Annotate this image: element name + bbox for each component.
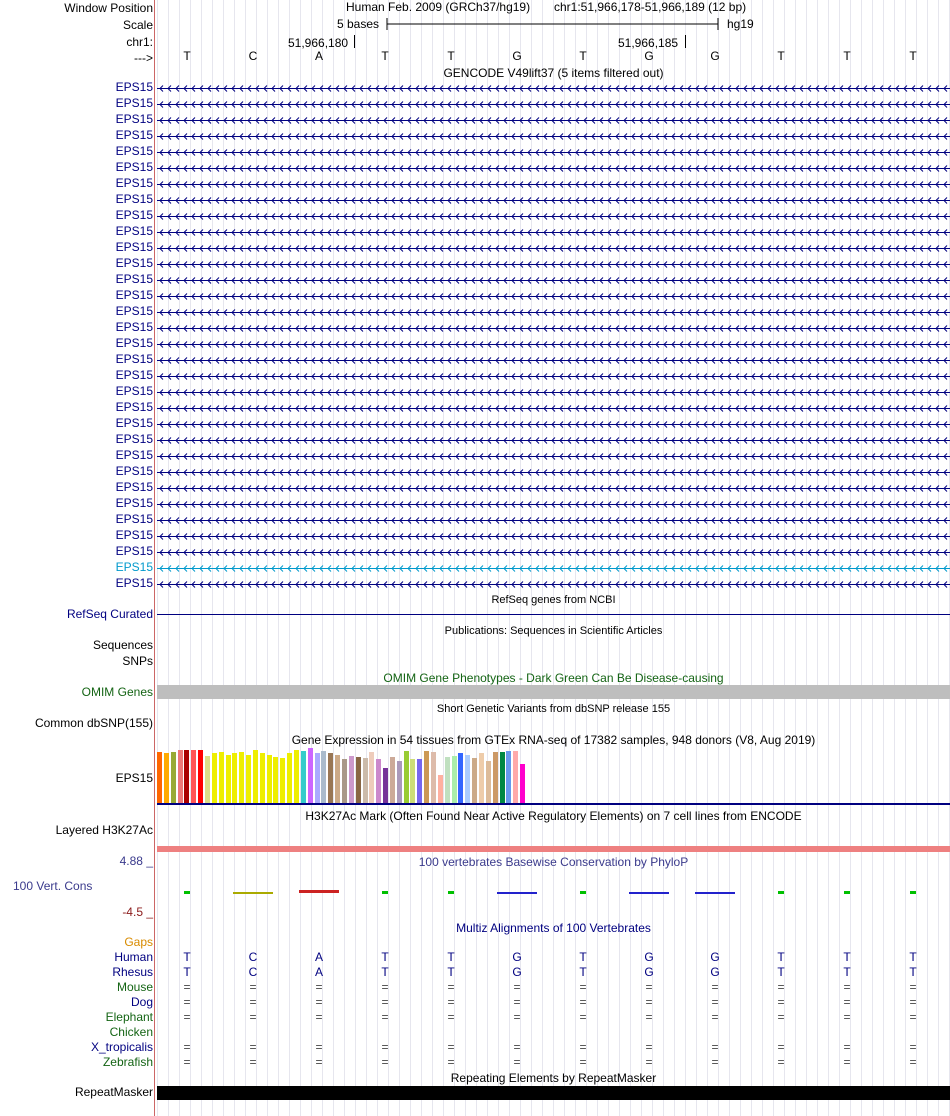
gtex-tissue-bar[interactable]	[260, 753, 265, 803]
gtex-tissue-bar[interactable]	[363, 758, 368, 803]
gtex-tissue-bar[interactable]	[246, 755, 251, 803]
gencode-gene-label[interactable]: EPS15	[115, 448, 153, 462]
multiz-base: C	[248, 965, 258, 979]
gtex-tissue-bar[interactable]	[452, 756, 457, 803]
pos1-label: 51,966,180	[288, 36, 349, 50]
multiz-base: =	[249, 1010, 257, 1024]
gencode-transcript-row[interactable]	[157, 192, 950, 208]
gencode-gene-label[interactable]: EPS15	[115, 112, 153, 126]
publications-title: Publications: Sequences in Scientific Articles	[444, 625, 663, 637]
base-7: G	[644, 49, 654, 63]
multiz-base: =	[645, 980, 653, 994]
base-8: G	[710, 49, 720, 63]
gencode-transcript-row[interactable]	[157, 96, 950, 112]
phylop-score-mark	[629, 892, 669, 894]
multiz-base: =	[909, 1040, 917, 1054]
base-3: T	[381, 49, 389, 63]
gencode-gene-label[interactable]: EPS15	[115, 320, 153, 334]
multiz-base: =	[777, 1040, 785, 1054]
gtex-tissue-bar[interactable]	[397, 761, 402, 803]
multiz-base: =	[645, 1055, 653, 1069]
gtex-tissue-bar[interactable]	[479, 753, 484, 803]
multiz-base: =	[183, 1040, 191, 1054]
multiz-base: =	[579, 980, 587, 994]
gencode-transcript-row[interactable]	[157, 576, 950, 592]
scale-bar	[386, 17, 720, 31]
multiz-base: =	[183, 980, 191, 994]
repeatmasker-title: Repeating Elements by RepeatMasker	[450, 1071, 657, 1085]
gtex-tissue-bar[interactable]	[445, 757, 450, 803]
label-divider	[154, 0, 155, 1116]
gencode-gene-label[interactable]: EPS15	[115, 80, 153, 94]
gencode-gene-label[interactable]: EPS15	[115, 400, 153, 414]
gtex-tissue-bar[interactable]	[390, 757, 395, 803]
gencode-transcript-row[interactable]	[157, 496, 950, 512]
gencode-transcript-row[interactable]	[157, 240, 950, 256]
gtex-tissue-bar[interactable]	[410, 759, 415, 803]
multiz-species-label[interactable]: Zebrafish	[102, 1055, 153, 1069]
phylop-max-label: 4.88 _	[119, 854, 153, 868]
multiz-base: =	[381, 1055, 389, 1069]
multiz-base: =	[711, 1010, 719, 1024]
multiz-base: T	[447, 965, 455, 979]
gtex-tissue-bar[interactable]	[335, 755, 340, 803]
multiz-base: =	[249, 1055, 257, 1069]
phylop-label[interactable]: 100 Vert. Cons	[13, 879, 93, 893]
omim-title: OMIM Gene Phenotypes - Dark Green Can Be Disease-causing	[383, 671, 724, 685]
phylop-score-mark	[448, 891, 454, 894]
gtex-tissue-bar[interactable]	[376, 759, 381, 803]
multiz-base: T	[579, 965, 587, 979]
gtex-tissue-bar[interactable]	[308, 748, 313, 803]
scale-text: 5 bases	[337, 17, 380, 31]
gencode-gene-label[interactable]: EPS15	[115, 160, 153, 174]
gtex-tissue-bar[interactable]	[404, 751, 409, 803]
gencode-gene-label[interactable]: EPS15	[115, 96, 153, 110]
gtex-tissue-bar[interactable]	[232, 753, 237, 803]
base-0: T	[183, 49, 191, 63]
multiz-base: =	[843, 1040, 851, 1054]
gencode-gene-label[interactable]: EPS15	[115, 176, 153, 190]
phylop-score-mark	[233, 892, 273, 894]
gencode-gene-label[interactable]: EPS15	[115, 544, 153, 558]
gencode-transcript-row[interactable]	[157, 256, 950, 272]
gtex-tissue-bar[interactable]	[506, 751, 511, 803]
gencode-transcript-row[interactable]	[157, 176, 950, 192]
gtex-tissue-bar[interactable]	[424, 751, 429, 803]
base-6: T	[579, 49, 587, 63]
multiz-base: T	[381, 965, 389, 979]
phylop-signal[interactable]	[157, 885, 950, 901]
multiz-base: =	[579, 995, 587, 1009]
gencode-gene-label[interactable]: EPS15	[115, 496, 153, 510]
gtex-tissue-bar[interactable]	[198, 750, 203, 803]
gencode-transcript-row[interactable]	[157, 448, 950, 464]
gencode-transcript-row[interactable]	[157, 160, 950, 176]
publications-sequences-label[interactable]: Sequences	[92, 638, 153, 652]
multiz-base: T	[447, 950, 455, 964]
gencode-transcript-row[interactable]	[157, 304, 950, 320]
gtex-tissue-bar[interactable]	[273, 757, 278, 803]
multiz-base: =	[447, 1040, 455, 1054]
base-5: G	[512, 49, 522, 63]
gencode-transcript-row[interactable]	[157, 112, 950, 128]
multiz-base: =	[909, 980, 917, 994]
multiz-base: =	[843, 995, 851, 1009]
refseq-label[interactable]: RefSeq Curated	[66, 607, 153, 621]
multiz-base: =	[777, 1055, 785, 1069]
multiz-base: G	[710, 965, 720, 979]
gencode-gene-label[interactable]: EPS15	[115, 240, 153, 254]
multiz-base: T	[777, 965, 785, 979]
multiz-title: Multiz Alignments of 100 Vertebrates	[456, 921, 651, 935]
gencode-transcript-row[interactable]	[157, 400, 950, 416]
pos1-tick	[354, 35, 355, 48]
gencode-gene-label[interactable]: EPS15	[115, 128, 153, 142]
gtex-tissue-bar[interactable]	[500, 752, 505, 803]
gtex-tissue-bar[interactable]	[191, 750, 196, 803]
multiz-base: A	[314, 965, 323, 979]
multiz-base: =	[447, 995, 455, 1009]
phylop-score-mark	[184, 891, 190, 894]
gencode-gene-label[interactable]: EPS15	[115, 144, 153, 158]
phylop-score-mark	[580, 891, 586, 894]
phylop-score-mark	[497, 892, 537, 894]
multiz-base: =	[645, 995, 653, 1009]
multiz-base: =	[777, 995, 785, 1009]
scale-label: Scale	[122, 18, 153, 32]
multiz-base: =	[645, 1010, 653, 1024]
h3k27ac-signal-bar[interactable]	[157, 846, 950, 852]
multiz-base: =	[315, 980, 323, 994]
gtex-tissue-bar[interactable]	[253, 750, 258, 803]
gtex-tissue-bar[interactable]	[301, 751, 306, 803]
multiz-base: =	[447, 1055, 455, 1069]
multiz-base: G	[644, 965, 654, 979]
gtex-tissue-bar[interactable]	[342, 759, 347, 803]
gencode-gene-label[interactable]: EPS15	[115, 416, 153, 430]
gencode-transcript-row[interactable]	[157, 560, 950, 576]
base-11: T	[909, 49, 917, 63]
window-position-label: Window Position	[64, 1, 153, 15]
pos2-label: 51,966,185	[618, 36, 679, 50]
multiz-base: =	[315, 1040, 323, 1054]
multiz-base: =	[579, 1010, 587, 1024]
gencode-gene-label[interactable]: EPS15	[115, 480, 153, 494]
gtex-tissue-bar[interactable]	[184, 750, 189, 803]
gencode-gene-label[interactable]: EPS15	[115, 512, 153, 526]
gtex-tissue-bar[interactable]	[383, 768, 388, 803]
phylop-score-mark	[910, 891, 916, 894]
gencode-transcript-row[interactable]	[157, 336, 950, 352]
gtex-tissue-bar[interactable]	[321, 751, 326, 803]
gencode-gene-label[interactable]: EPS15	[115, 192, 153, 206]
multiz-base: =	[513, 1055, 521, 1069]
gtex-tissue-bar[interactable]	[356, 757, 361, 803]
multiz-base: =	[843, 1055, 851, 1069]
phylop-title: 100 vertebrates Basewise Conservation by PhyloP	[418, 855, 689, 869]
phylop-score-mark	[299, 890, 339, 893]
refseq-title: RefSeq genes from NCBI	[491, 594, 616, 606]
multiz-base: =	[579, 1040, 587, 1054]
multiz-base: =	[513, 980, 521, 994]
gtex-tissue-bar[interactable]	[287, 753, 292, 803]
gtex-bar-chart[interactable]	[157, 748, 950, 803]
gtex-tissue-bar[interactable]	[431, 752, 436, 803]
multiz-base: T	[909, 965, 917, 979]
gencode-transcript-row[interactable]	[157, 144, 950, 160]
gtex-tissue-bar[interactable]	[438, 775, 443, 803]
gencode-transcript-row[interactable]	[157, 368, 950, 384]
strand-label: --->	[134, 51, 153, 65]
multiz-species-label[interactable]: Rhesus	[112, 965, 153, 979]
gencode-transcript-row[interactable]	[157, 208, 950, 224]
multiz-base: T	[843, 965, 851, 979]
gtex-tissue-bar[interactable]	[472, 758, 477, 803]
repeatmasker-label[interactable]: RepeatMasker	[74, 1085, 153, 1099]
phylop-min-label: -4.5 _	[122, 905, 153, 919]
gencode-gene-label[interactable]: EPS15	[115, 208, 153, 222]
gencode-gene-label[interactable]: EPS15	[115, 352, 153, 366]
gencode-gene-label[interactable]: EPS15	[115, 560, 153, 574]
gencode-gene-label[interactable]: EPS15	[115, 528, 153, 542]
multiz-species-label[interactable]: Mouse	[116, 980, 153, 994]
gencode-gene-label[interactable]: EPS15	[115, 288, 153, 302]
gencode-transcript-row[interactable]	[157, 320, 950, 336]
gtex-tissue-bar[interactable]	[226, 755, 231, 803]
gtex-tissue-bar[interactable]	[267, 755, 272, 803]
gencode-transcript-row[interactable]	[157, 128, 950, 144]
gencode-transcript-row[interactable]	[157, 432, 950, 448]
base-1: C	[248, 49, 258, 63]
omim-label[interactable]: OMIM Genes	[81, 685, 153, 699]
phylop-score-mark	[382, 891, 388, 894]
multiz-base: =	[513, 1040, 521, 1054]
multiz-base: =	[909, 995, 917, 1009]
multiz-base: =	[381, 1040, 389, 1054]
gtex-tissue-bar[interactable]	[219, 752, 224, 803]
gencode-transcript-row[interactable]	[157, 416, 950, 432]
gtex-tissue-bar[interactable]	[239, 752, 244, 803]
multiz-species-label[interactable]: Human	[114, 950, 153, 964]
multiz-base: =	[513, 1010, 521, 1024]
gtex-tissue-bar[interactable]	[520, 764, 525, 803]
multiz-base: =	[645, 1040, 653, 1054]
multiz-base: =	[183, 1010, 191, 1024]
gencode-transcript-row[interactable]	[157, 224, 950, 240]
multiz-base: =	[909, 1010, 917, 1024]
omim-gene-bar[interactable]	[157, 685, 950, 699]
multiz-base: =	[711, 980, 719, 994]
gencode-gene-label[interactable]: EPS15	[115, 464, 153, 478]
multiz-species-label[interactable]: X_tropicalis	[90, 1040, 153, 1054]
gencode-gene-label[interactable]: EPS15	[115, 368, 153, 382]
phylop-score-mark	[844, 891, 850, 894]
gencode-transcript-row[interactable]	[157, 512, 950, 528]
multiz-species-label[interactable]: Chicken	[109, 1025, 153, 1039]
multiz-base: =	[447, 1010, 455, 1024]
gtex-title: Gene Expression in 54 tissues from GTEx RNA-seq of 17382 samples, 948 donors (V8, Aug 2019)	[291, 733, 816, 747]
gtex-tissue-bar[interactable]	[157, 752, 162, 803]
gencode-gene-label[interactable]: EPS15	[115, 336, 153, 350]
repeatmasker-bar[interactable]	[157, 1086, 950, 1100]
multiz-base: G	[512, 950, 522, 964]
multiz-base: T	[579, 950, 587, 964]
multiz-base: =	[711, 1040, 719, 1054]
gencode-gene-label[interactable]: EPS15	[115, 224, 153, 238]
multiz-base: =	[315, 1055, 323, 1069]
multiz-base: =	[381, 995, 389, 1009]
phylop-score-mark	[778, 891, 784, 894]
gtex-tissue-bar[interactable]	[493, 752, 498, 803]
gtex-tissue-bar[interactable]	[369, 752, 374, 803]
base-10: T	[843, 49, 851, 63]
assembly-title: Human Feb. 2009 (GRCh37/hg19)	[346, 0, 531, 14]
gencode-gene-label[interactable]: EPS15	[115, 272, 153, 286]
gtex-tissue-bar[interactable]	[164, 753, 169, 803]
multiz-base: =	[183, 1055, 191, 1069]
gtex-baseline	[157, 803, 950, 805]
multiz-base: =	[777, 1010, 785, 1024]
gtex-tissue-bar[interactable]	[458, 753, 463, 803]
multiz-base: A	[314, 950, 323, 964]
gencode-transcript-row[interactable]	[157, 80, 950, 96]
gtex-tissue-bar[interactable]	[205, 756, 210, 803]
multiz-species-label[interactable]: Elephant	[105, 1010, 153, 1024]
multiz-base: T	[843, 950, 851, 964]
multiz-base: =	[711, 995, 719, 1009]
gencode-transcript-row[interactable]	[157, 544, 950, 560]
base-2: A	[314, 49, 323, 63]
h3k27ac-label[interactable]: Layered H3K27Ac	[55, 823, 153, 837]
multiz-base: =	[579, 1055, 587, 1069]
multiz-base: =	[777, 980, 785, 994]
multiz-base: T	[909, 950, 917, 964]
refseq-gene-line[interactable]	[157, 614, 950, 615]
gtex-tissue-bar[interactable]	[513, 751, 518, 803]
multiz-base: C	[248, 950, 258, 964]
dbsnp-title: Short Genetic Variants from dbSNP release 155	[436, 703, 671, 715]
h3k27ac-title: H3K27Ac Mark (Often Found Near Active Regulatory Elements) on 7 cell lines from ENCODE	[305, 809, 802, 823]
gtex-tissue-bar[interactable]	[280, 758, 285, 803]
gencode-transcript-row[interactable]	[157, 288, 950, 304]
position-range[interactable]: chr1:51,966,178-51,966,189 (12 bp)	[554, 0, 747, 14]
multiz-base: =	[249, 1040, 257, 1054]
multiz-base: =	[315, 995, 323, 1009]
gtex-label[interactable]: EPS15	[115, 771, 153, 785]
gencode-transcript-row[interactable]	[157, 272, 950, 288]
multiz-base: T	[381, 950, 389, 964]
gencode-gene-label[interactable]: EPS15	[115, 432, 153, 446]
multiz-species-label[interactable]: Dog	[130, 995, 153, 1009]
multiz-gaps-label[interactable]: Gaps	[124, 935, 153, 949]
base-9: T	[777, 49, 785, 63]
pos2-tick	[685, 35, 686, 48]
multiz-base: G	[644, 950, 654, 964]
gencode-gene-label[interactable]: EPS15	[115, 304, 153, 318]
gtex-tissue-bar[interactable]	[349, 756, 354, 803]
multiz-base: =	[381, 1010, 389, 1024]
multiz-base: =	[381, 980, 389, 994]
gencode-transcript-row[interactable]	[157, 464, 950, 480]
gtex-tissue-bar[interactable]	[294, 750, 299, 803]
gtex-tissue-bar[interactable]	[212, 753, 217, 803]
multiz-base: =	[183, 995, 191, 1009]
gtex-tissue-bar[interactable]	[328, 753, 333, 803]
gencode-transcript-row[interactable]	[157, 480, 950, 496]
gencode-transcript-row[interactable]	[157, 384, 950, 400]
multiz-base: =	[513, 995, 521, 1009]
gencode-gene-label[interactable]: EPS15	[115, 256, 153, 270]
multiz-base: =	[843, 980, 851, 994]
multiz-base: =	[447, 980, 455, 994]
multiz-base: =	[249, 995, 257, 1009]
publications-snps-label[interactable]: SNPs	[122, 654, 153, 668]
chrom-label: chr1:	[126, 35, 153, 49]
multiz-base: G	[710, 950, 720, 964]
multiz-base: =	[249, 980, 257, 994]
multiz-base: =	[843, 1010, 851, 1024]
multiz-base: T	[183, 965, 191, 979]
gencode-transcript-row[interactable]	[157, 352, 950, 368]
gtex-tissue-bar[interactable]	[486, 761, 491, 803]
multiz-base: =	[711, 1055, 719, 1069]
gencode-gene-label[interactable]: EPS15	[115, 576, 153, 590]
base-4: T	[447, 49, 455, 63]
db-label: hg19	[727, 17, 754, 31]
multiz-base: =	[909, 1055, 917, 1069]
gtex-tissue-bar[interactable]	[417, 759, 422, 803]
gencode-transcript-row[interactable]	[157, 528, 950, 544]
gtex-tissue-bar[interactable]	[465, 755, 470, 803]
multiz-base: T	[777, 950, 785, 964]
gencode-gene-label[interactable]: EPS15	[115, 384, 153, 398]
phylop-score-mark	[695, 892, 735, 894]
gtex-tissue-bar[interactable]	[315, 753, 320, 803]
multiz-base: =	[315, 1010, 323, 1024]
multiz-base: G	[512, 965, 522, 979]
gtex-tissue-bar[interactable]	[178, 750, 183, 803]
gencode-title: GENCODE V49lift37 (5 items filtered out)	[443, 66, 664, 80]
gtex-tissue-bar[interactable]	[171, 752, 176, 803]
dbsnp-label[interactable]: Common dbSNP(155)	[34, 716, 153, 730]
multiz-base: T	[183, 950, 191, 964]
